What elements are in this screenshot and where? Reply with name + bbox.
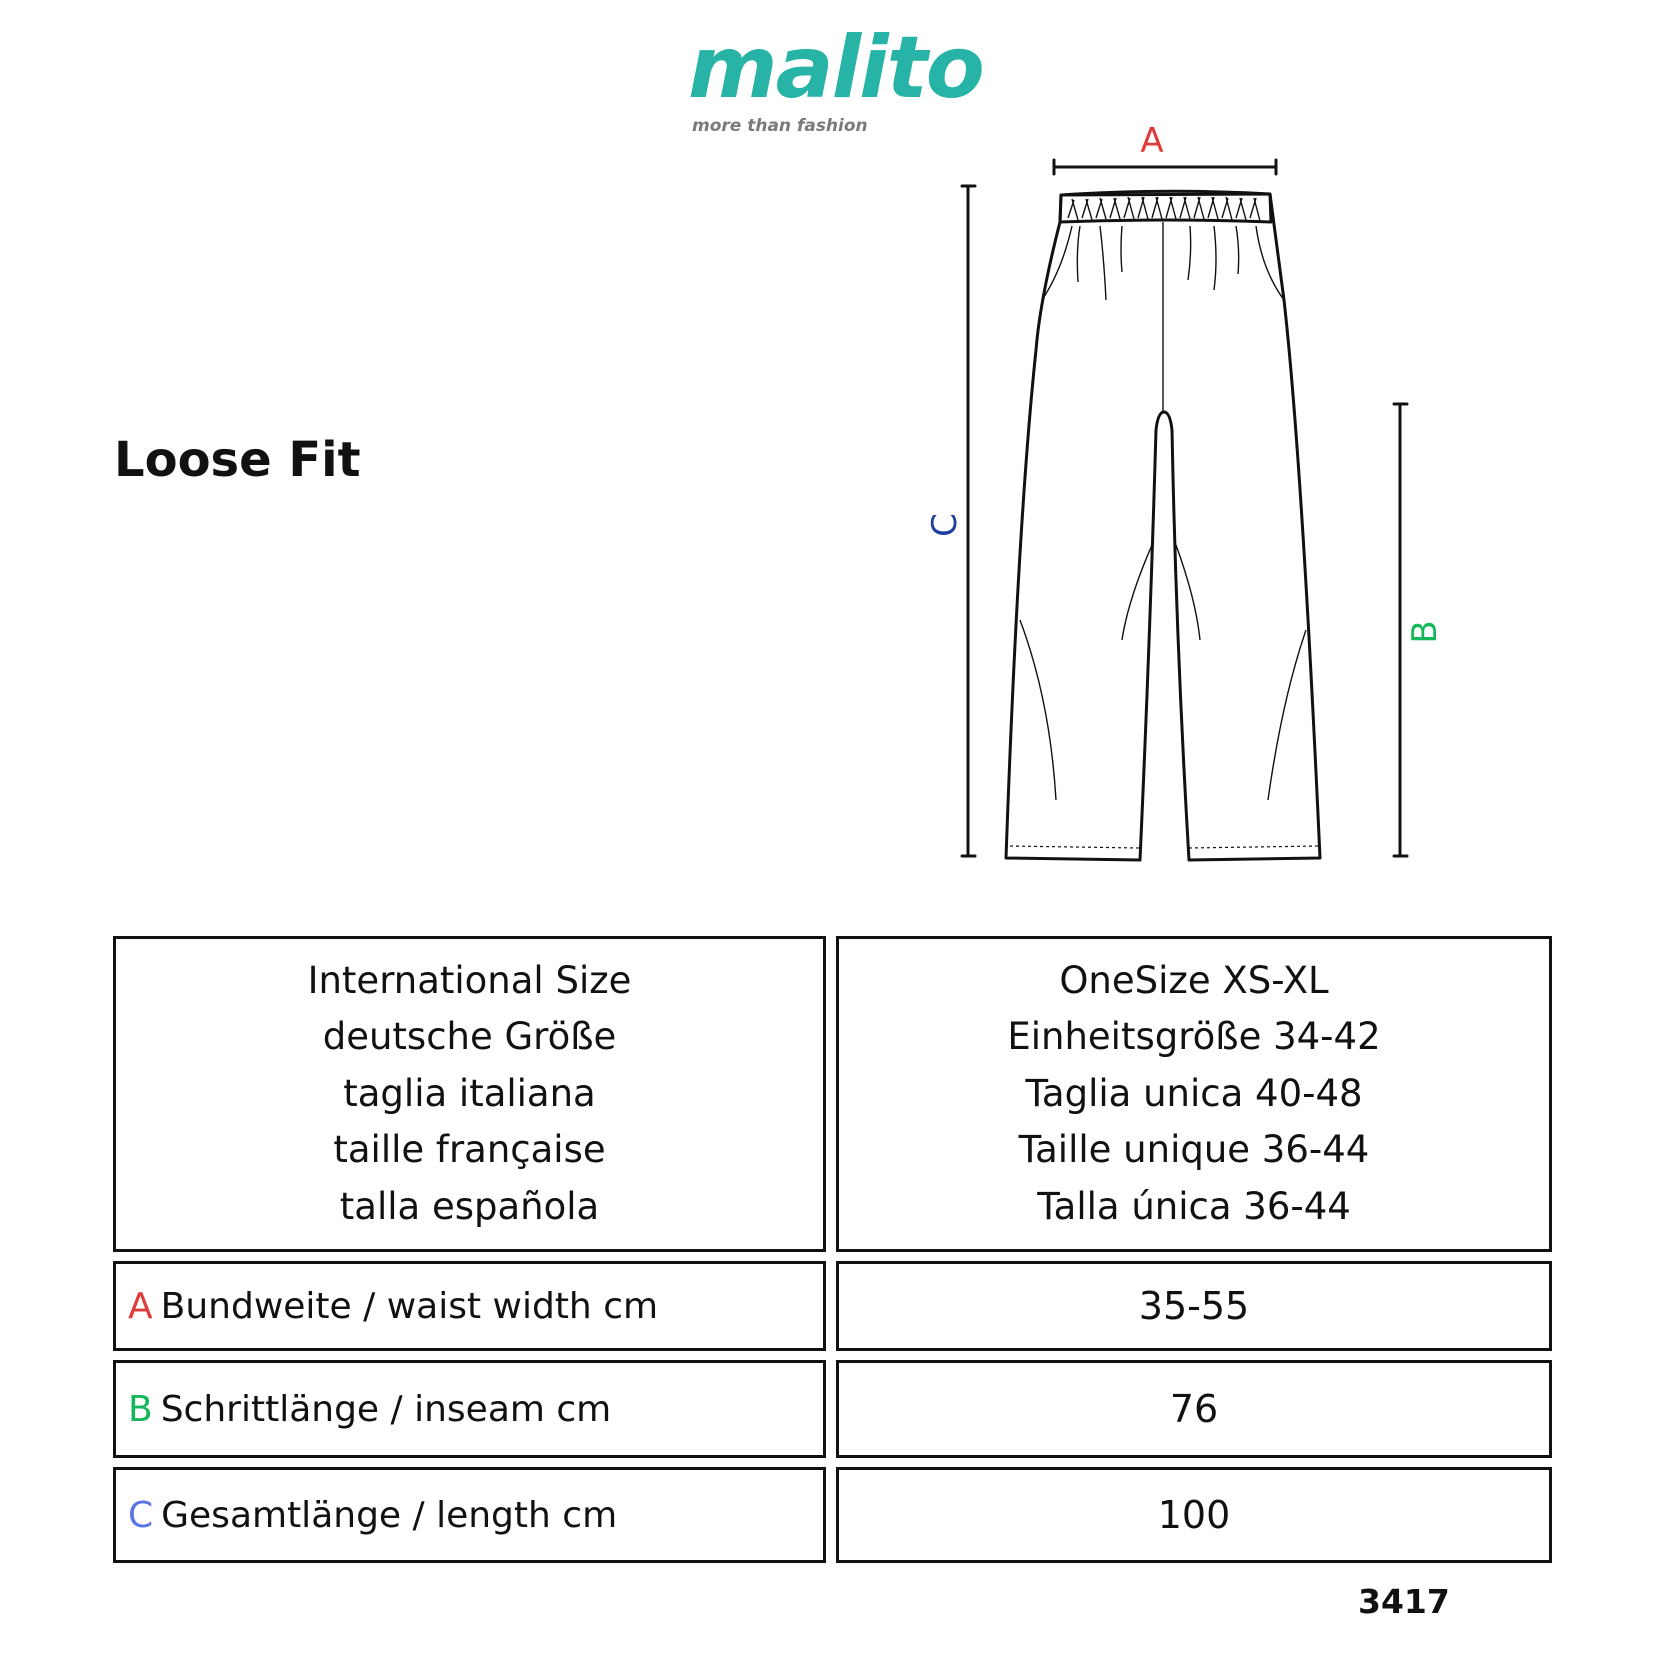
- measurement-row-c-value: [836, 1467, 1552, 1563]
- measurement-letter-a: A: [128, 1285, 153, 1327]
- dimension-line-b: [1394, 404, 1407, 856]
- size-systems-cell: [113, 936, 826, 1252]
- measurement-row-b-label: [113, 1360, 826, 1458]
- size-system-international: International Size: [307, 958, 632, 1002]
- brand-logo: [688, 18, 983, 138]
- size-values-cell: [836, 936, 1552, 1252]
- measurement-letter-b: B: [128, 1388, 153, 1430]
- size-system-french: taille française: [333, 1128, 606, 1172]
- measurement-row-c-label: [113, 1467, 826, 1563]
- size-system-german: deutsche Größe: [322, 1015, 617, 1059]
- brand-tagline: more than fashion: [692, 116, 868, 136]
- measurement-value-b: 76: [1169, 1387, 1219, 1431]
- size-value-german: Einheitsgröße 34-42: [1007, 1015, 1381, 1059]
- trousers-outline: [1006, 194, 1320, 860]
- measurement-letter-c: C: [128, 1494, 154, 1536]
- size-system-spanish: talla española: [339, 1184, 600, 1228]
- dimension-letter-b: B: [1405, 620, 1445, 644]
- measurement-label-b: Schrittlänge / inseam cm: [160, 1388, 612, 1430]
- measurement-row-b-value: [836, 1360, 1552, 1458]
- measurement-value-c: 100: [1157, 1493, 1231, 1537]
- dimension-line-c: [962, 186, 975, 856]
- dimension-letter-a: A: [1140, 121, 1164, 161]
- brand-logo-wordmark: malito: [688, 18, 983, 118]
- measurement-value-a: 35-55: [1138, 1284, 1250, 1328]
- measurement-row-a-value: [836, 1261, 1552, 1351]
- measurement-label-c: Gesamtlänge / length cm: [161, 1494, 618, 1536]
- size-value-french: Taille unique 36-44: [1018, 1128, 1370, 1172]
- size-system-italian: taglia italiana: [343, 1071, 596, 1115]
- size-value-spanish: Talla única 36-44: [1037, 1184, 1351, 1228]
- dimension-letter-c: C: [925, 513, 965, 537]
- size-value-italian: Taglia unica 40-48: [1025, 1071, 1363, 1115]
- article-number: 3417: [1358, 1582, 1450, 1621]
- waistband: [1060, 191, 1271, 222]
- size-value-international: OneSize XS-XL: [1059, 958, 1329, 1002]
- measurement-row-a-label: [113, 1261, 826, 1351]
- measurement-label-a: Bundweite / waist width cm: [160, 1285, 659, 1327]
- dimension-line-a: [1054, 160, 1276, 174]
- fit-title: Loose Fit: [114, 432, 361, 488]
